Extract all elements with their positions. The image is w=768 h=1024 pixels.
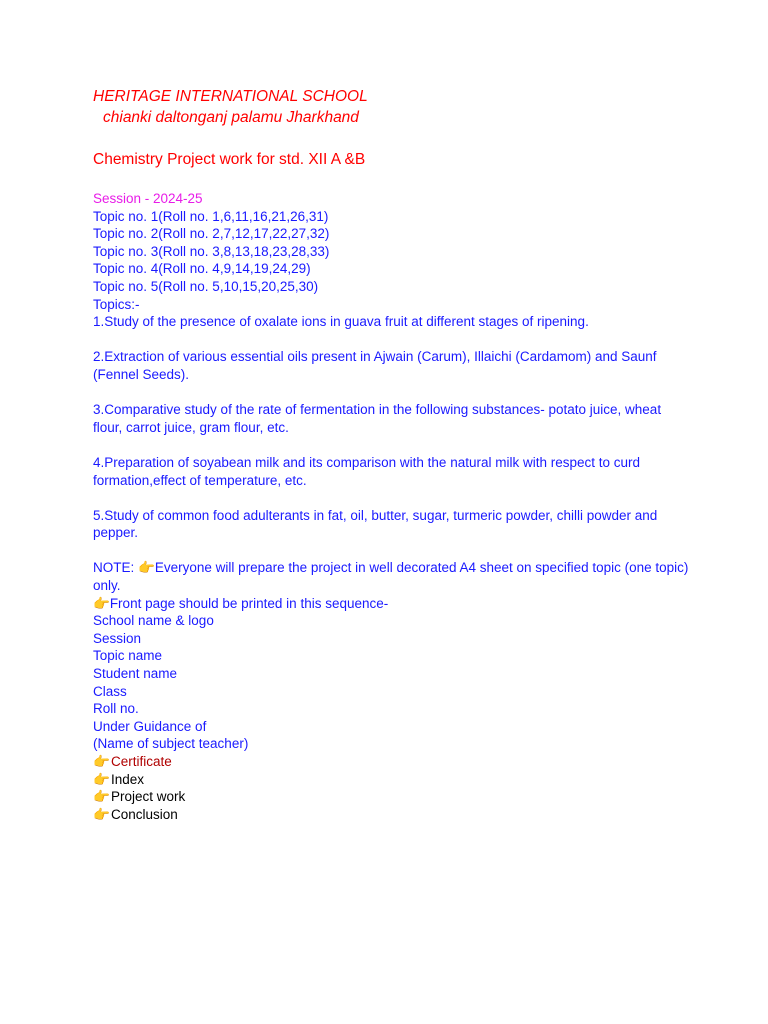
pointing-hand-icon: 👉 — [93, 595, 110, 611]
pointing-hand-icon: 👉 — [93, 771, 110, 787]
school-address: chianki daltonganj palamu Jharkhand — [103, 109, 359, 126]
pointing-hand-icon: 👉 — [93, 789, 110, 805]
topics-heading: Topics:- — [93, 296, 140, 312]
school-name: HERITAGE INTERNATIONAL SCHOOL — [93, 88, 368, 105]
front-page-item-school: School name & logo — [93, 613, 214, 629]
topic-2: 2.Extraction of various essential oils present in Ajwain (Carum), Illaichi (Cardamom) and Saunf (Fennel Seeds). — [93, 349, 657, 382]
pointing-hand-icon: 👉 — [138, 560, 155, 576]
spacer — [93, 384, 693, 402]
front-page-item-session: Session — [93, 630, 142, 646]
topic-assignment-4: Topic no. 4(Roll no. 4,9,14,19,24,29) — [93, 261, 311, 277]
document-page — [93, 86, 693, 823]
section-index — [93, 771, 693, 789]
index-label: Index — [111, 771, 145, 787]
section-project-work — [93, 788, 693, 806]
section-conclusion — [93, 806, 693, 824]
note-paragraph — [93, 559, 693, 594]
note-prefix: NOTE: — [93, 560, 139, 576]
front-page-item-roll: Roll no. — [93, 701, 139, 717]
front-page-text: Front page should be printed in this sequence- — [109, 595, 389, 611]
project-title: Chemistry Project work for std. XII A &B — [93, 151, 366, 168]
front-page-item-topic: Topic name — [93, 648, 163, 664]
topic-assignment-1: Topic no. 1(Roll no. 1,6,11,16,21,26,31) — [93, 208, 329, 224]
front-page-item-guidance: Under Guidance of — [93, 718, 207, 734]
session-label: Session - 2024-25 — [93, 191, 203, 206]
conclusion-label: Conclusion — [111, 806, 178, 822]
section-certificate — [93, 753, 693, 771]
front-page-item-student: Student name — [93, 666, 178, 682]
certificate-label: Certificate — [111, 754, 172, 769]
topic-assignment-3: Topic no. 3(Roll no. 3,8,13,18,23,28,33) — [93, 243, 330, 259]
spacer — [93, 436, 693, 454]
front-page-item-teacher: (Name of subject teacher) — [93, 736, 249, 752]
spacer — [93, 331, 693, 349]
project-work-label: Project work — [111, 789, 186, 805]
topic-4: 4.Preparation of soyabean milk and its comparison with the natural milk with respect to curd formation,effect of temperature, etc. — [93, 454, 641, 488]
topic-5: 5.Study of common food adulterants in fat, oil, butter, sugar, turmeric powder, chilli powder and pepper. — [93, 507, 658, 541]
topic-1: 1.Study of the presence of oxalate ions in guava fruit at different stages of ripening. — [93, 314, 589, 330]
pointing-hand-icon: 👉 — [93, 806, 110, 822]
topic-3: 3.Comparative study of the rate of fermentation in the following substances- potato juice, wheat flour, carrot juice, gram flour, etc. — [93, 402, 662, 435]
topic-assignment-5: Topic no. 5(Roll no. 5,10,15,20,25,30) — [93, 278, 319, 294]
spacer — [93, 489, 693, 507]
pointing-hand-icon: 👉 — [93, 754, 110, 769]
front-page-item-class: Class — [93, 683, 127, 699]
front-page-instruction — [93, 595, 693, 613]
note-text: Everyone will prepare the project in well decorated A4 sheet on specified topic (one topic) only. — [93, 560, 689, 594]
topic-assignment-2: Topic no. 2(Roll no. 2,7,12,17,22,27,32) — [93, 226, 330, 242]
spacer — [93, 542, 693, 560]
